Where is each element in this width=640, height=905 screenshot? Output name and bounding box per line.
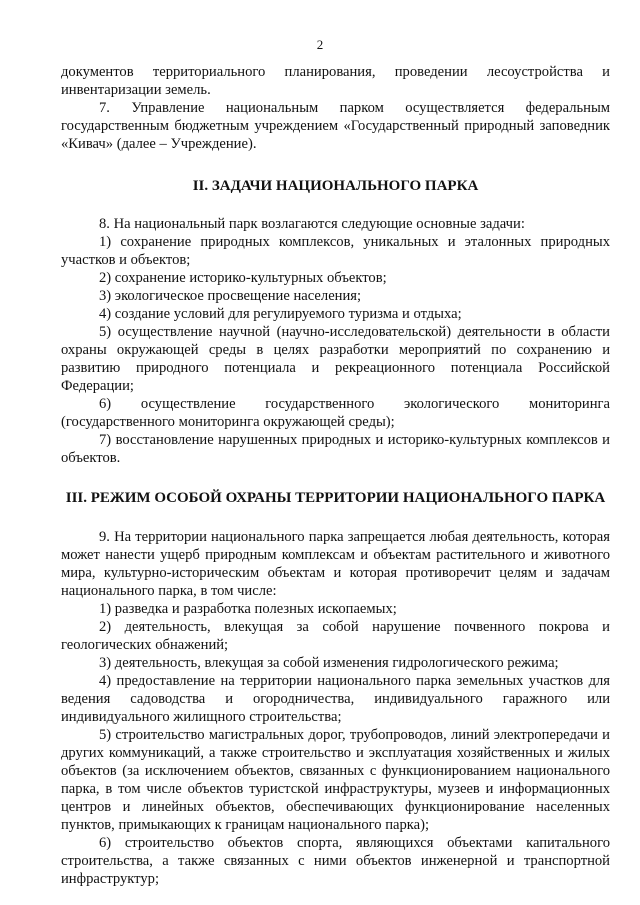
restriction-item-6: 6) строительство объектов спорта, являющихся объектами капитального строительства, а также связанных с ними объектов инженерной и транспортной инфраструктур; [61,835,610,887]
section-2-heading: II. ЗАДАЧИ НАЦИОНАЛЬНОГО ПАРКА [192,178,479,194]
restriction-item-2: 2) деятельность, влекущая за собой нарушение почвенного покрова и геологических обнажений; [61,619,610,653]
task-item-7: 7) восстановление нарушенных природных и историко-культурных комплексов и объектов. [61,432,610,466]
restriction-item-4: 4) предоставление на территории национального парка земельных участков для ведения садоводства и огородничества, индивидуального гаражного или индивидуального жилищного строительства; [61,673,610,725]
section-3-heading: III. РЕЖИМ ОСОБОЙ ОХРАНЫ ТЕРРИТОРИИ НАЦИОНАЛЬНОГО ПАРКА [65,490,606,506]
task-item-5: 5) осуществление научной (научно-исследовательской) деятельности в области охраны окружающей среды в целях разработки мероприятий по сохранению и развитию природного потенциала и рекреационного потенциала Российской Федерации; [61,324,610,394]
restriction-item-3: 3) деятельность, влекущая за собой изменения гидрологического режима; [99,655,559,671]
paragraph-continuation: документов территориального планирования, проведении лесоустройства и инвентаризации земель. [61,64,610,98]
restriction-item-5: 5) строительство магистральных дорог, трубопроводов, линий электропередачи и других коммуникаций, а также строительство и эксплуатация хозяйственных и жилых объектов (за исключением объектов, связанных с функционированием национального парка, в том числе объектов туристской инфраструктуры, музеев и информационных центров и линейных объектов, обеспечивающих функционирование населенных пунктов, примыкающих к границам национального парка); [61,727,610,833]
task-item-2: 2) сохранение историко-культурных объектов; [99,270,387,286]
paragraph-9: 9. На территории национального парка запрещается любая деятельность, которая может нанести ущерб природным комплексам и объектам растительного и животного мира, культурно-историческим объектам и которая противоречит целям и задачам национального парка, в том числе: [61,529,610,599]
page-number: 2 [316,37,324,52]
task-item-4: 4) создание условий для регулируемого туризма и отдыха; [99,306,462,322]
task-item-1: 1) сохранение природных комплексов, уникальных и эталонных природных участков и объектов; [61,234,610,268]
task-item-3: 3) экологическое просвещение населения; [99,288,362,304]
restriction-item-1: 1) разведка и разработка полезных ископаемых; [99,601,397,617]
document-body [61,63,610,888]
task-item-6: 6) осуществление государственного экологического мониторинга (государственного мониторинга окружающей среды); [61,396,610,430]
paragraph-8: 8. На национальный парк возлагаются следующие основные задачи: [99,216,525,232]
paragraph-7: 7. Управление национальным парком осуществляется федеральным государственным бюджетным учреждением «Государственный природный заповедник «Кивач» (далее – Учреждение). [61,100,610,152]
